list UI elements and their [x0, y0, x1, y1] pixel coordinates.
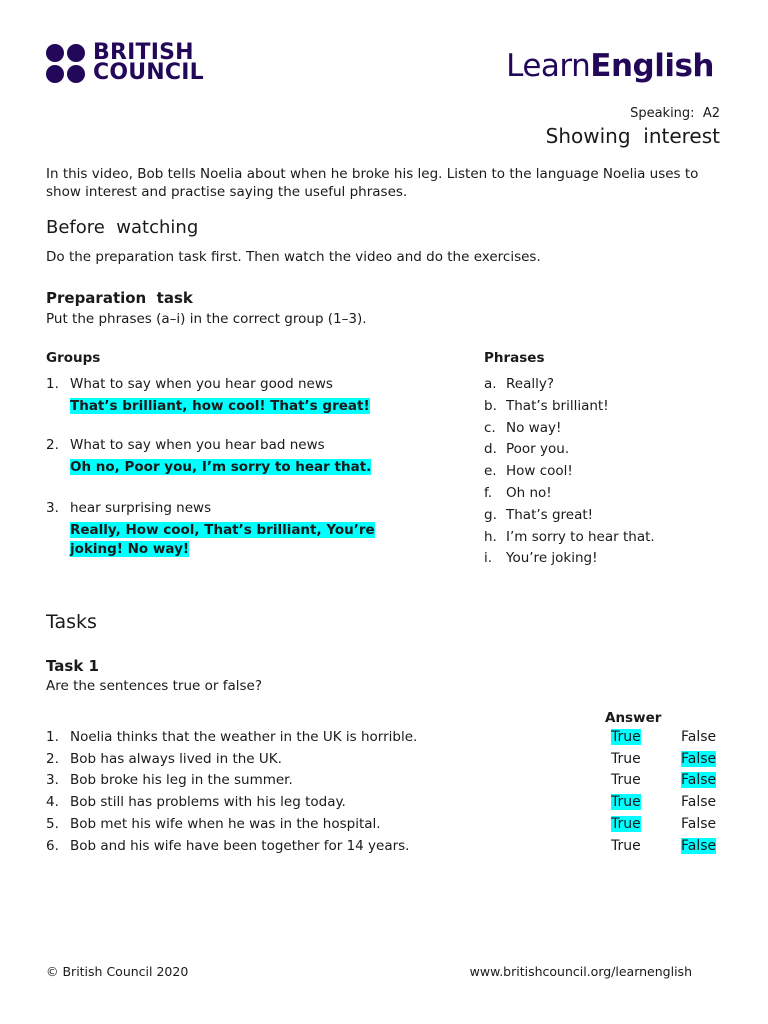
true-option[interactable]: True: [611, 772, 641, 789]
phrase-item: [484, 441, 569, 457]
phrase-item: [484, 550, 598, 566]
phrase-text: I’m sorry to hear that.: [506, 528, 655, 545]
task-row-number: 1.: [46, 729, 59, 745]
group-item: [46, 500, 211, 516]
task-row: [46, 772, 293, 788]
group-text: What to say when you hear good news: [70, 376, 333, 392]
level-label: Speaking: A2: [630, 106, 720, 121]
phrase-text: You’re joking!: [506, 550, 598, 567]
group-number: 1.: [46, 376, 59, 392]
phrase-text: That’s brilliant!: [506, 397, 609, 414]
false-option[interactable]: False: [681, 729, 717, 745]
false-option[interactable]: False: [681, 750, 717, 767]
group-item: [46, 437, 325, 453]
phrase-text: How cool!: [506, 463, 573, 480]
phrase-letter: h.: [484, 528, 497, 545]
task-row-number: 2.: [46, 750, 59, 767]
phrase-text: No way!: [506, 419, 562, 436]
group-answer-text: Oh no, Poor you, I’m sorry to hear that.: [70, 459, 372, 475]
group-text: hear surprising news: [70, 500, 212, 516]
phrase-item: [484, 398, 609, 414]
group-answer: [70, 521, 375, 559]
task-row: [46, 838, 409, 854]
task-row: [46, 816, 381, 832]
phrase-text: That’s great!: [506, 506, 594, 523]
preparation-heading: Preparation task: [46, 289, 193, 307]
logo-dots-icon: [46, 44, 85, 83]
false-option[interactable]: False: [681, 837, 717, 854]
phrase-letter: f.: [484, 485, 493, 501]
task-row: [46, 794, 346, 810]
phrase-letter: d.: [484, 441, 497, 458]
group-number: 2.: [46, 437, 59, 453]
phrase-text: Oh no!: [506, 485, 552, 501]
task-row: [46, 729, 417, 745]
task-row-text: Bob and his wife have been together for 14 years.: [70, 837, 410, 854]
false-option[interactable]: False: [681, 794, 717, 811]
preparation-instruction: Put the phrases (a–i) in the correct group (1–3).: [46, 311, 367, 327]
phrase-text: Really?: [506, 376, 555, 392]
phrase-letter: g.: [484, 506, 497, 523]
true-option[interactable]: True: [611, 750, 641, 767]
learnenglish-logo: [506, 48, 714, 84]
logo-line-1: BRITISH: [93, 40, 194, 65]
group-answer: [70, 397, 370, 416]
phrase-letter: i.: [484, 550, 493, 567]
group-answer-line-2: joking! No way!: [70, 541, 190, 557]
intro-text: In this video, Bob tells Noelia about when he broke his leg. Listen to the language Noelia uses to show interest and practise saying the useful phrases.: [46, 166, 699, 200]
task-row-number: 6.: [46, 837, 59, 854]
task-row-text: Bob met his wife when he was in the hospital.: [70, 815, 381, 832]
task-row-text: Bob broke his leg in the summer.: [70, 772, 293, 789]
british-council-logo: [46, 40, 204, 85]
group-answer-text: That’s brilliant, how cool! That’s great!: [70, 398, 370, 414]
groups-heading: Groups: [46, 350, 101, 366]
true-option[interactable]: True: [611, 794, 641, 811]
group-answer: [70, 458, 371, 477]
task-row: [46, 751, 282, 767]
logo-text: [93, 40, 204, 85]
phrases-heading: Phrases: [484, 350, 545, 366]
phrase-item: [484, 376, 554, 392]
task-row-text: Bob still has problems with his leg today.: [70, 794, 346, 811]
phrase-letter: a.: [484, 376, 497, 392]
task-row-number: 5.: [46, 815, 59, 832]
true-option[interactable]: True: [611, 837, 641, 854]
task-row-number: 3.: [46, 772, 59, 789]
phrase-letter: b.: [484, 397, 497, 414]
tasks-heading: Tasks: [46, 611, 97, 633]
phrase-item: [484, 507, 593, 523]
group-number: 3.: [46, 500, 59, 516]
logo-line-2: COUNCIL: [93, 60, 204, 85]
group-answer-line-1: Really, How cool, That’s brilliant, You’re: [70, 522, 375, 538]
phrase-letter: c.: [484, 419, 496, 436]
true-option[interactable]: True: [611, 729, 641, 745]
task1-instruction: Are the sentences true or false?: [46, 678, 263, 694]
before-watching-heading: Before watching: [46, 217, 199, 238]
before-watching-text: Do the preparation task first. Then watch the video and do the exercises.: [46, 249, 541, 265]
false-option[interactable]: False: [681, 815, 717, 832]
learn-prefix: Learn: [506, 48, 591, 84]
footer-url[interactable]: www.britishcouncil.org/learnenglish: [469, 964, 692, 979]
true-option[interactable]: True: [611, 815, 641, 832]
task-row-text: Noelia thinks that the weather in the UK is horrible.: [70, 729, 418, 745]
phrase-letter: e.: [484, 463, 497, 480]
group-item: [46, 376, 333, 392]
phrase-item: [484, 420, 561, 436]
answer-heading: Answer: [605, 710, 662, 726]
phrase-item: [484, 485, 552, 501]
phrase-item: [484, 463, 573, 479]
footer-copyright: © British Council 2020: [46, 964, 189, 979]
learn-suffix: English: [590, 48, 714, 84]
phrase-item: [484, 529, 655, 545]
group-text: What to say when you hear bad news: [70, 437, 325, 453]
phrase-text: Poor you.: [506, 441, 570, 458]
task-row-number: 4.: [46, 794, 59, 811]
task-row-text: Bob has always lived in the UK.: [70, 750, 282, 767]
task1-heading: Task 1: [46, 657, 99, 675]
false-option[interactable]: False: [681, 772, 717, 789]
page-title: Showing interest: [545, 124, 720, 148]
